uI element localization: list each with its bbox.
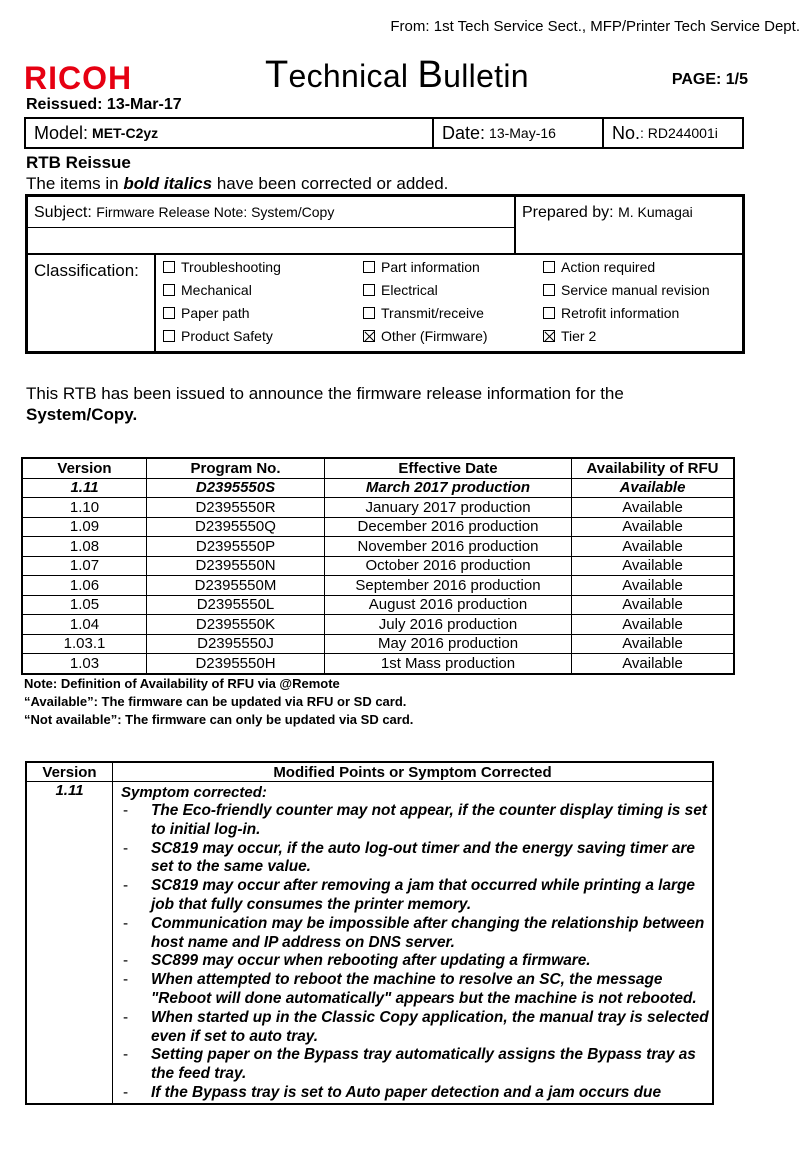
firmware-table-row xyxy=(22,498,734,518)
symptom-title: Symptom corrected: xyxy=(121,784,267,801)
title-cap-t: T xyxy=(265,54,289,96)
subject-value: Firmware Release Note: System/Copy xyxy=(96,204,335,220)
program-no-cell: D2395550S xyxy=(147,478,325,498)
version-cell: 1.03 xyxy=(22,654,147,674)
checkbox-checked-icon xyxy=(543,330,555,342)
col-effective-date: Effective Date xyxy=(325,458,572,478)
effective-date-cell: July 2016 production xyxy=(325,615,572,635)
bulletin-title xyxy=(265,54,529,97)
classification-row xyxy=(28,253,742,351)
firmware-table-header xyxy=(22,458,734,478)
program-no-cell: D2395550J xyxy=(147,634,325,654)
prepared-value: M. Kumagai xyxy=(618,204,693,220)
availability-cell: Available xyxy=(572,654,735,674)
logo-text: RICOH xyxy=(24,60,133,96)
classification-item xyxy=(543,328,596,344)
program-no-cell: D2395550N xyxy=(147,556,325,576)
availability-cell: Available xyxy=(572,498,735,518)
symptom-item: - SC899 may occur when rebooting after updating a firmware. xyxy=(121,952,712,971)
number-value: : RD244001i xyxy=(640,125,718,141)
checkbox-empty-icon xyxy=(163,330,175,342)
mod-details xyxy=(113,782,714,1104)
effective-date-cell: December 2016 production xyxy=(325,517,572,537)
availability-cell: Available xyxy=(572,634,735,654)
version-cell: 1.10 xyxy=(22,498,147,518)
subject-label: Subject: xyxy=(34,204,92,221)
symptom-item: - The Eco-friendly counter may not appear, if the counter display timing is set to initial log-in. xyxy=(121,802,712,840)
program-no-cell: D2395550R xyxy=(147,498,325,518)
checkbox-empty-icon xyxy=(543,284,555,296)
effective-date-cell: March 2017 production xyxy=(325,478,572,498)
checkbox-empty-icon xyxy=(543,261,555,273)
prepared-label: Prepared by: xyxy=(522,204,614,221)
number-cell xyxy=(602,119,742,147)
mod-col-version: Version xyxy=(26,762,113,782)
availability-cell: Available xyxy=(572,537,735,557)
availability-cell: Available xyxy=(572,478,735,498)
firmware-table-row xyxy=(22,576,734,596)
checkbox-empty-icon xyxy=(363,284,375,296)
firmware-table-row xyxy=(22,517,734,537)
version-cell: 1.05 xyxy=(22,595,147,615)
program-no-cell: D2395550P xyxy=(147,537,325,557)
effective-date-cell: November 2016 production xyxy=(325,537,572,557)
intro-line-2: System/Copy. xyxy=(26,405,138,424)
classification-item xyxy=(163,259,281,275)
version-cell: 1.06 xyxy=(22,576,147,596)
rtb-note-pre: The items in xyxy=(26,174,124,193)
effective-date-cell: 1st Mass production xyxy=(325,654,572,674)
symptom-item: - Communication may be impossible after changing the relationship between host name and IP address on DNS server. xyxy=(121,915,712,953)
program-no-cell: D2395550K xyxy=(147,615,325,635)
version-cell: 1.08 xyxy=(22,537,147,557)
page-number: PAGE: 1/5 xyxy=(671,71,748,88)
firmware-table-row xyxy=(22,537,734,557)
ricoh-logo xyxy=(24,58,164,98)
rtb-heading: RTB Reissue xyxy=(26,153,131,172)
reissued-date: Reissued: 13-Mar-17 xyxy=(26,96,182,113)
rtb-note-post: have been corrected or added. xyxy=(212,174,449,193)
from-label: From: xyxy=(390,18,430,35)
from-text: 1st Tech Service Sect., MFP/Printer Tech Service Dept. xyxy=(433,18,800,35)
classification-item-label: Troubleshooting xyxy=(181,259,281,275)
intro-line-1: This RTB has been issued to announce the firmware release information for the xyxy=(26,384,624,403)
intro-text xyxy=(26,383,624,425)
classification-item xyxy=(163,305,250,321)
classification-item-label: Retrofit information xyxy=(561,305,680,321)
classification-label: Classification: xyxy=(28,255,156,351)
rtb-note-emphasis: bold italics xyxy=(123,174,213,193)
note-line-3: “Not available”: The firmware can only be updated via SD card. xyxy=(24,712,414,727)
model-value: MET-C2yz xyxy=(92,125,159,141)
symptom-item: - When attempted to reboot the machine to resolve an SC, the message "Reboot will done automatically" appears but the machine is not rebooted. xyxy=(121,971,712,1009)
firmware-table-row xyxy=(22,556,734,576)
classification-item xyxy=(163,282,252,298)
version-cell: 1.07 xyxy=(22,556,147,576)
classification-item xyxy=(363,305,484,321)
classification-item-label: Paper path xyxy=(181,305,250,321)
col-availability: Availability of RFU xyxy=(572,458,735,478)
model-box xyxy=(24,117,744,149)
checkbox-empty-icon xyxy=(163,261,175,273)
modifications-table xyxy=(25,761,714,1105)
symptom-item: - When started up in the Classic Copy application, the manual tray is selected even if set to auto tray. xyxy=(121,1009,712,1047)
symptom-item: - Setting paper on the Bypass tray automatically assigns the Bypass tray as the feed tray. xyxy=(121,1046,712,1084)
title-part-1: echnical xyxy=(288,58,418,94)
program-no-cell: D2395550H xyxy=(147,654,325,674)
version-cell: 1.04 xyxy=(22,615,147,635)
classification-item xyxy=(363,282,438,298)
classification-item-label: Other (Firmware) xyxy=(381,328,488,344)
checkbox-empty-icon xyxy=(163,284,175,296)
classification-item xyxy=(363,328,488,344)
firmware-table-row xyxy=(22,595,734,615)
classification-item-label: Electrical xyxy=(381,282,438,298)
checkbox-empty-icon xyxy=(363,261,375,273)
classification-item-label: Part information xyxy=(381,259,480,275)
mod-version: 1.11 xyxy=(26,782,113,1104)
title-part-2: ulletin xyxy=(443,58,529,94)
availability-cell: Available xyxy=(572,615,735,635)
symptom-item: - If the Bypass tray is set to Auto paper detection and a jam occurs due xyxy=(121,1084,712,1103)
classification-item-label: Service manual revision xyxy=(561,282,710,298)
classification-item xyxy=(363,259,480,275)
firmware-table-row xyxy=(22,478,734,498)
firmware-table xyxy=(21,457,735,675)
version-cell: 1.09 xyxy=(22,517,147,537)
prepared-by-cell xyxy=(516,197,742,253)
note-line-2: “Available”: The firmware can be updated via RFU or SD card. xyxy=(24,694,407,709)
checkbox-checked-icon xyxy=(363,330,375,342)
classification-item xyxy=(543,259,655,275)
program-no-cell: D2395550Q xyxy=(147,517,325,537)
date-cell xyxy=(432,119,602,147)
subject-extra-cell xyxy=(28,228,516,253)
from-line xyxy=(390,18,800,35)
model-label: Model: xyxy=(34,122,89,143)
availability-cell: Available xyxy=(572,556,735,576)
subject-cell xyxy=(28,197,516,228)
symptom-item: - SC819 may occur, if the auto log-out timer and the energy saving timer are set to the same value. xyxy=(121,840,712,878)
checkbox-empty-icon xyxy=(363,307,375,319)
effective-date-cell: August 2016 production xyxy=(325,595,572,615)
mod-col-points: Modified Points or Symptom Corrected xyxy=(113,762,714,782)
symptom-item: - SC819 may occur after removing a jam that occurred while printing a large job that fully consumes the printer memory. xyxy=(121,877,712,915)
classification-item-label: Action required xyxy=(561,259,656,275)
classification-item-label: Mechanical xyxy=(181,282,252,298)
program-no-cell: D2395550L xyxy=(147,595,325,615)
classification-item xyxy=(543,282,710,298)
classification-item-label: Product Safety xyxy=(181,328,273,344)
model-cell xyxy=(26,119,432,147)
firmware-table-row xyxy=(22,615,734,635)
rtb-note xyxy=(26,174,448,194)
classification-item xyxy=(543,305,679,321)
version-cell: 1.03.1 xyxy=(22,634,147,654)
effective-date-cell: January 2017 production xyxy=(325,498,572,518)
checkbox-empty-icon xyxy=(163,307,175,319)
col-version: Version xyxy=(22,458,147,478)
version-cell: 1.11 xyxy=(22,478,147,498)
effective-date-cell: October 2016 production xyxy=(325,556,572,576)
col-program-no: Program No. xyxy=(147,458,325,478)
effective-date-cell: September 2016 production xyxy=(325,576,572,596)
note-line-1: Note: Definition of Availability of RFU via @Remote xyxy=(24,676,340,691)
checkbox-empty-icon xyxy=(543,307,555,319)
classification-item-label: Transmit/receive xyxy=(381,305,484,321)
title-cap-b: B xyxy=(417,54,444,96)
firmware-table-row xyxy=(22,634,734,654)
symptom-list xyxy=(121,802,712,1103)
date-label: Date: xyxy=(442,122,486,143)
availability-cell: Available xyxy=(572,517,735,537)
number-label: No. xyxy=(612,122,641,143)
firmware-table-row xyxy=(22,654,734,674)
subject-box xyxy=(25,194,745,354)
date-value: 13-May-16 xyxy=(489,125,556,141)
classification-item-label: Tier 2 xyxy=(561,328,597,344)
modifications-header xyxy=(26,762,713,782)
modifications-row xyxy=(26,782,713,1104)
availability-cell: Available xyxy=(572,576,735,596)
classification-item xyxy=(163,328,273,344)
effective-date-cell: May 2016 production xyxy=(325,634,572,654)
program-no-cell: D2395550M xyxy=(147,576,325,596)
rfu-note xyxy=(24,675,413,729)
availability-cell: Available xyxy=(572,595,735,615)
